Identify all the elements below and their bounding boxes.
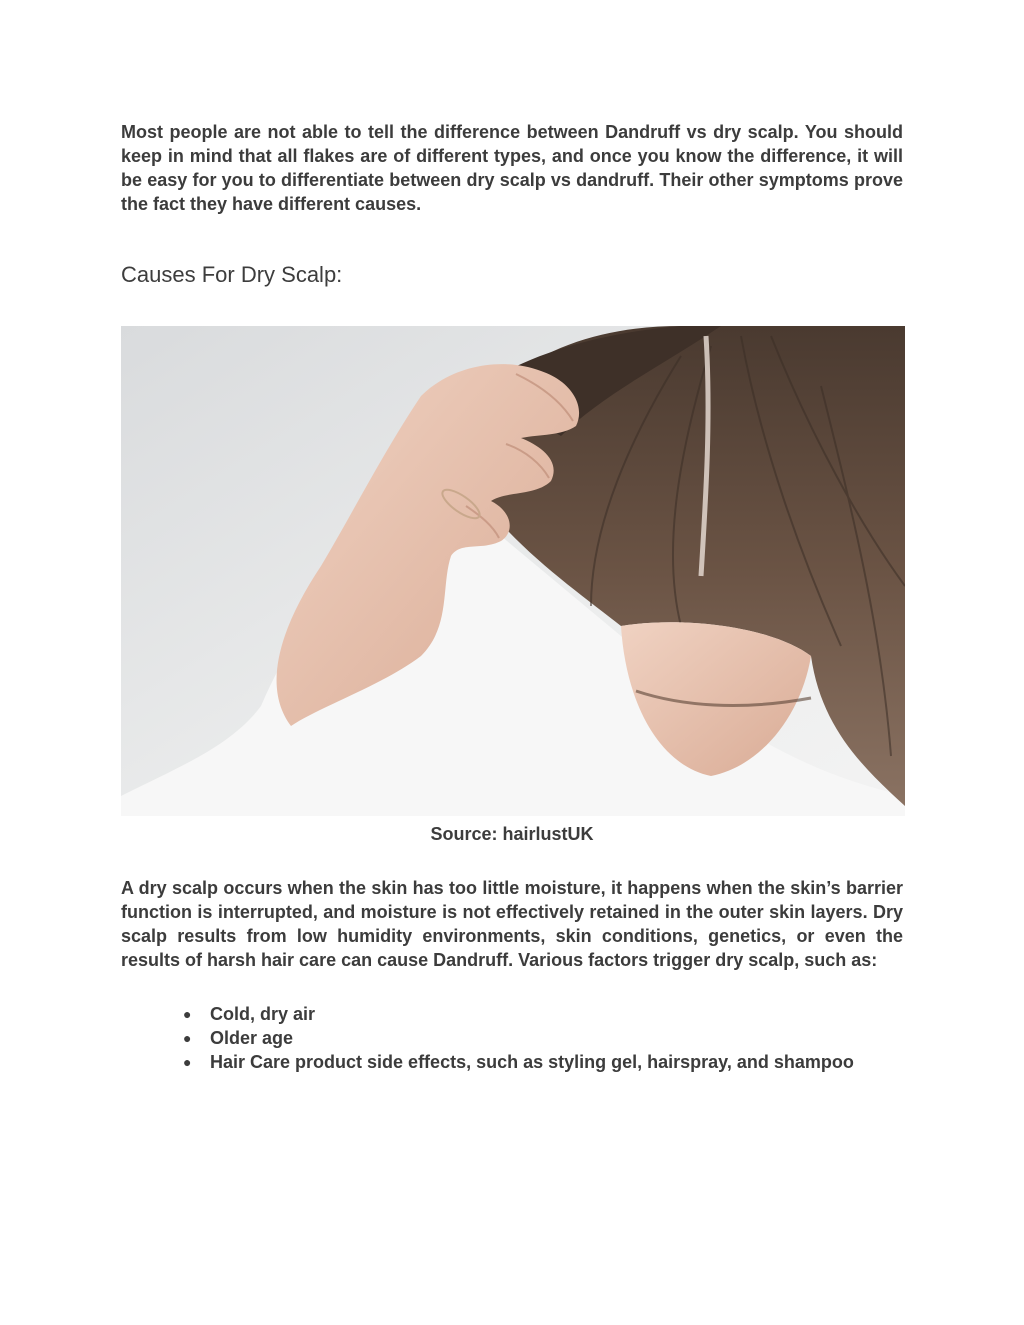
image-caption: Source: hairlustUK bbox=[430, 824, 594, 844]
bullet-icon: ● bbox=[183, 1006, 192, 1022]
list-item bbox=[183, 1002, 903, 1026]
list-item-text: Older age bbox=[210, 1028, 294, 1048]
list-item-text: Hair Care product side effects, such as styling gel, hairspray, and shampoo bbox=[210, 1052, 854, 1072]
bullet-icon: ● bbox=[183, 1030, 192, 1046]
section-heading: Causes For Dry Scalp: bbox=[121, 262, 343, 287]
body-paragraph: A dry scalp occurs when the skin has too little moisture, it happens when the skin’s barrier function is interrupted, and moisture is not effectively retained in the outer skin layers. Dry scalp results from low humidity environments, skin conditions, genetics, or even the results of harsh hair care can cause Dandruff. Various factors trigger dry scalp, such as: bbox=[121, 878, 903, 970]
bullet-icon: ● bbox=[183, 1054, 192, 1070]
woman-touching-scalp-image bbox=[121, 326, 905, 816]
intro-paragraph: Most people are not able to tell the difference between Dandruff vs dry scalp. You should keep in mind that all flakes are of different types, and once you know the difference, it will be easy for you to differentiate between dry scalp vs dandruff. Their other symptoms prove the fact they have different causes. bbox=[121, 122, 903, 214]
list-item bbox=[183, 1026, 903, 1050]
list-item-text: Cold, dry air bbox=[210, 1004, 316, 1024]
causes-list bbox=[121, 1002, 903, 1074]
scalp-photo bbox=[121, 326, 905, 816]
list-item bbox=[183, 1050, 903, 1074]
document-page bbox=[121, 120, 903, 1074]
